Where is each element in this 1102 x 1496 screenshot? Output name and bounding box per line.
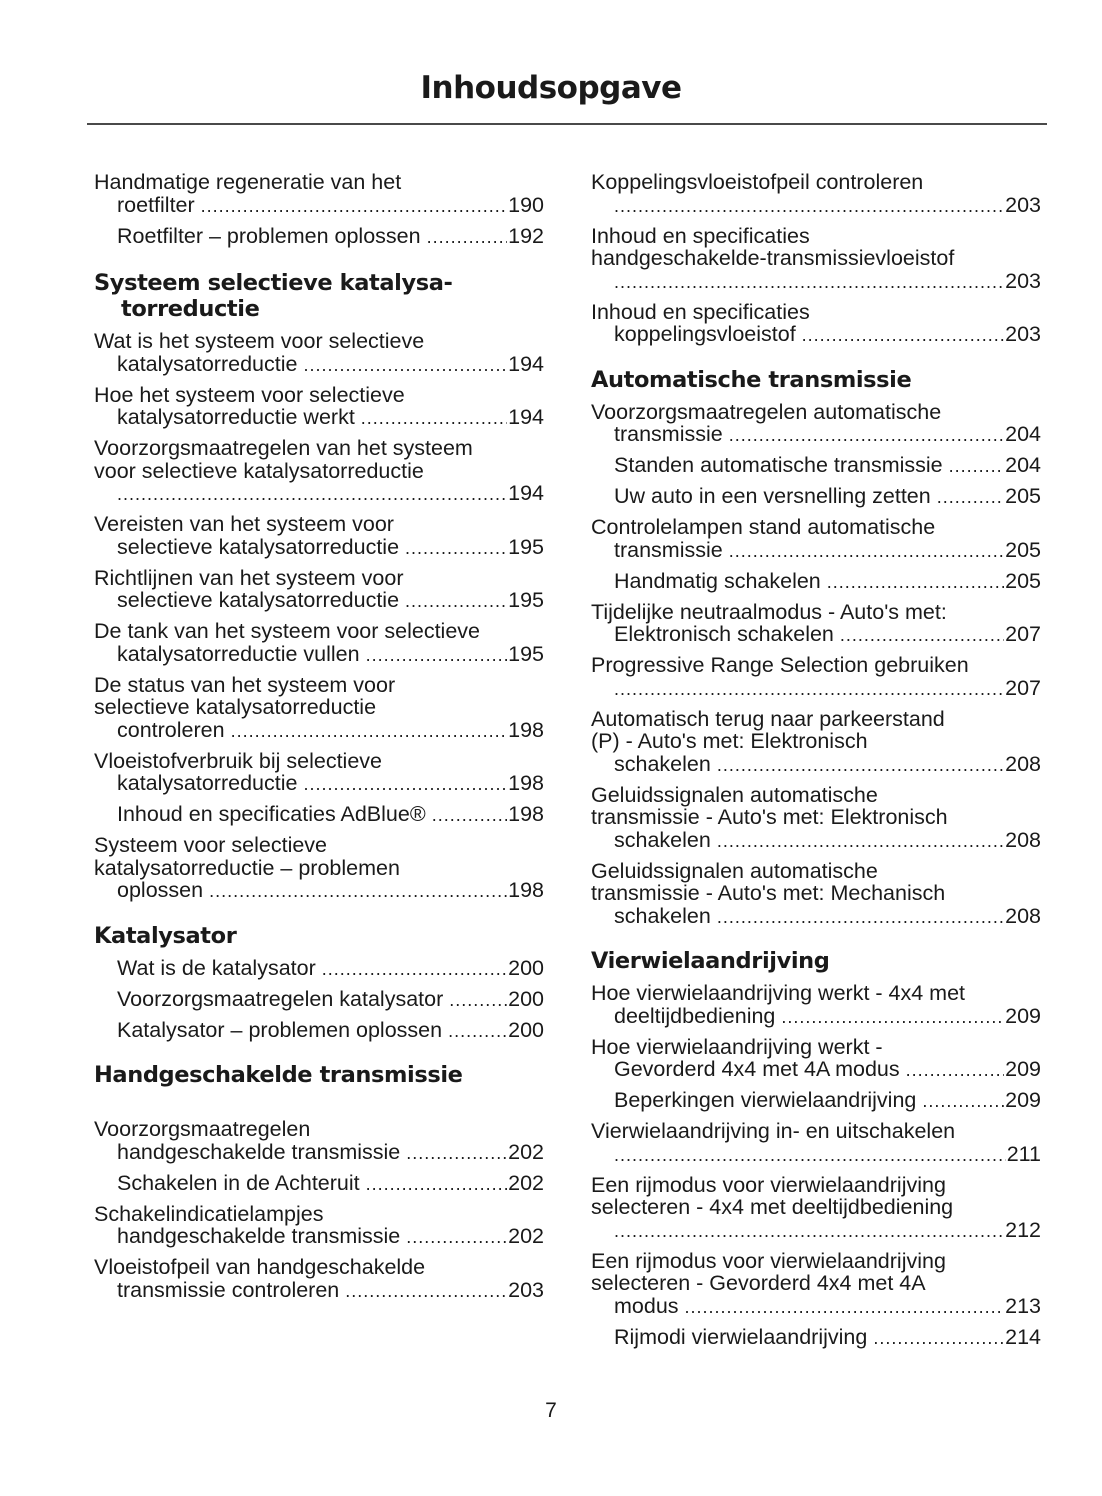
toc-page-number: 209: [1005, 1088, 1041, 1112]
toc-page-number: 205: [1005, 537, 1041, 562]
toc-entry-text: Wat is het systeem voor selectieve: [94, 329, 425, 353]
toc-entry-text: katalysatorreductie werkt: [117, 405, 355, 429]
toc-entry-leader-line: [117, 194, 544, 218]
toc-entry[interactable]: [591, 1174, 1041, 1243]
toc-entry[interactable]: [94, 957, 544, 981]
dot-leader: [729, 424, 1004, 447]
dot-leader: [937, 486, 1004, 509]
toc-column-right: [591, 171, 1041, 1357]
dot-leader: [405, 590, 507, 613]
toc-entry-leader-line: [614, 454, 1041, 478]
toc-entry-text: Schakelindicatielampjes: [94, 1201, 324, 1226]
dot-leader: [449, 989, 507, 1012]
toc-entry-text: transmissie - Auto's met: Elektronisch: [591, 805, 948, 829]
toc-page-number: 211: [1006, 1141, 1041, 1166]
toc-entry-text: katalysatorreductie vullen: [117, 641, 360, 666]
section-heading: Handgeschakelde transmissie: [94, 1062, 463, 1088]
toc-page-number: 200: [508, 986, 544, 1011]
toc-entry-text: modus: [614, 1293, 679, 1318]
toc-entry[interactable]: [94, 171, 544, 217]
toc-page-number: 203: [508, 1277, 544, 1302]
toc-entry-leader-line: [614, 1058, 1041, 1082]
toc-entry-leader-line: [117, 1141, 544, 1165]
toc-entry[interactable]: [591, 301, 1041, 347]
toc-entry-text: schakelen: [614, 751, 711, 776]
toc-entry-text: selecteren - Gevorderd 4x4 met 4A: [591, 1271, 926, 1295]
toc-entry[interactable]: [591, 982, 1041, 1028]
toc-entry-text: transmissie: [614, 537, 723, 562]
toc-entry-text: Controlelampen stand automatische: [591, 515, 936, 539]
toc-page-number: 207: [1005, 622, 1041, 646]
toc-entry-text: selectieve katalysatorreductie: [117, 534, 400, 559]
dot-leader: [209, 880, 507, 903]
toc-page-number: 208: [1005, 827, 1041, 852]
toc-entry-text: koppelingsvloeistof: [614, 322, 796, 346]
toc-entry[interactable]: [94, 384, 544, 430]
toc-entry-text: Schakelen in de Achteruit: [117, 1170, 360, 1195]
toc-entry[interactable]: [94, 437, 544, 506]
dot-leader: [614, 1220, 1004, 1243]
toc-entry-text: Automatisch terug naar parkeerstand: [591, 706, 945, 731]
toc-entry-text: Voorzorgsmaatregelen automatische: [591, 399, 942, 424]
toc-entry[interactable]: [591, 1120, 1041, 1166]
toc-entry-leader-line: [117, 1225, 544, 1249]
toc-entry-text: Voorzorgsmaatregelen van het systeem: [94, 436, 473, 460]
toc-entry[interactable]: [591, 1089, 1041, 1113]
toc-entry[interactable]: [94, 803, 544, 827]
toc-entry-text: schakelen: [614, 903, 711, 928]
dot-leader: [303, 354, 507, 377]
toc-page-number: 202: [508, 1139, 544, 1164]
dot-leader: [322, 958, 507, 981]
toc-entry[interactable]: [591, 654, 1041, 700]
toc-entry-text: Beperkingen vierwielaandrijving: [614, 1088, 917, 1112]
toc-entry-text: transmissie controleren: [117, 1277, 340, 1302]
toc-page-number: 208: [1005, 751, 1041, 776]
toc-page-number: 195: [508, 641, 544, 666]
toc-entry-leader-line: [614, 677, 1041, 701]
toc-entry[interactable]: [94, 1172, 544, 1196]
toc-page-number: 204: [1005, 422, 1041, 446]
page-title: Inhoudsopgave: [420, 70, 682, 106]
toc-entry[interactable]: [94, 750, 544, 796]
dot-leader: [614, 678, 1004, 701]
toc-entry-leader-line: [117, 772, 544, 796]
toc-entry-text: Handmatige regeneratie van het: [94, 170, 402, 194]
toc-entry[interactable]: [94, 567, 544, 613]
toc-column-left: [94, 171, 544, 1310]
toc-entry-leader-line: [614, 753, 1041, 777]
toc-entry-text: katalysatorreductie: [117, 771, 298, 795]
toc-entry-text: oplossen: [117, 878, 204, 902]
toc-entry-text: Een rijmodus voor vierwielaandrijving: [591, 1248, 946, 1273]
toc-page-number: 195: [508, 588, 544, 612]
toc-page-number: 194: [508, 351, 544, 376]
toc-entry-text: Roetfilter – problemen oplossen: [117, 223, 421, 248]
toc-entry-leader-line: [614, 539, 1041, 563]
toc-entry-text: voor selectieve katalysatorreductie: [94, 458, 424, 483]
toc-page-number: 194: [508, 481, 544, 505]
toc-entry-leader-line: [614, 905, 1041, 929]
title-divider: [87, 123, 1047, 125]
toc-entry-text: Systeem voor selectieve: [94, 833, 328, 857]
dot-leader: [361, 407, 507, 430]
toc-entry-text: schakelen: [614, 827, 711, 852]
toc-entry[interactable]: [94, 330, 544, 376]
toc-entry[interactable]: [94, 674, 544, 743]
toc-entry-text: deeltijdbediening: [614, 1003, 776, 1028]
toc-entry-text: Rijmodi vierwielaandrijving: [614, 1324, 868, 1349]
toc-entry-leader-line: [117, 406, 544, 430]
toc-entry[interactable]: [591, 1250, 1041, 1319]
toc-page-number: 190: [508, 192, 544, 217]
toc-entry-text: Richtlijnen van het systeem voor: [94, 565, 404, 590]
toc-entry-text: Katalysator – problemen oplossen: [117, 1017, 443, 1042]
section-heading: Katalysator: [94, 922, 237, 949]
toc-entry[interactable]: [591, 454, 1041, 478]
dot-leader: [906, 1059, 1005, 1082]
toc-entry-text: selectieve katalysatorreductie: [94, 695, 377, 719]
toc-entry-text: Tijdelijke neutraalmodus - Auto's met:: [591, 599, 947, 624]
dot-leader: [614, 195, 1004, 218]
toc-entry-leader-line: [117, 988, 544, 1012]
toc-entry-text: Elektronisch schakelen: [614, 622, 834, 646]
dot-leader: [614, 271, 1004, 294]
dot-leader: [427, 226, 508, 249]
toc-entry-leader-line: [117, 643, 544, 667]
toc-entry-leader-line: [117, 803, 544, 827]
toc-entry-text: handgeschakelde-transmissievloeistof: [591, 246, 955, 270]
toc-entry[interactable]: [591, 860, 1041, 929]
toc-page-number: 195: [508, 534, 544, 559]
toc-entry-text: Geluidssignalen automatische: [591, 858, 878, 883]
dot-leader: [303, 773, 507, 796]
toc-page-number: 205: [1005, 484, 1041, 508]
dot-leader: [405, 537, 507, 560]
toc-entry-text: Voorzorgsmaatregelen katalysator: [117, 986, 444, 1011]
toc-entry-text: Handmatig schakelen: [614, 568, 821, 593]
toc-entry[interactable]: [591, 225, 1041, 294]
toc-entry-text: roetfilter: [117, 192, 195, 217]
toc-entry-text: Vereisten van het systeem voor: [94, 512, 394, 536]
toc-entry-text: Gevorderd 4x4 met 4A modus: [614, 1057, 900, 1081]
toc-entry-text: handgeschakelde transmissie: [117, 1224, 401, 1248]
toc-entry-text: Vierwielaandrijving in- en uitschakelen: [591, 1119, 956, 1143]
toc-entry-leader-line: [117, 957, 544, 981]
toc-entry-leader-line: [117, 225, 544, 249]
toc-entry-text: controleren: [117, 717, 225, 742]
toc-entry[interactable]: [591, 1036, 1041, 1082]
toc-entry-leader-line: [117, 482, 544, 506]
toc-page-number: 200: [508, 955, 544, 980]
dot-leader: [717, 906, 1004, 929]
dot-leader: [432, 804, 507, 827]
toc-entry-leader-line: [117, 879, 544, 903]
toc-entry-text: Standen automatische transmissie: [614, 453, 943, 477]
toc-entry-leader-line: [614, 1005, 1041, 1029]
toc-page-number: 198: [508, 717, 544, 742]
toc-entry-leader-line: [614, 829, 1041, 853]
toc-page-number: 200: [508, 1017, 544, 1042]
toc-entry-text: Voorzorgsmaatregelen: [94, 1117, 311, 1141]
dot-leader: [448, 1020, 507, 1043]
toc-page-number: 198: [508, 878, 544, 902]
toc-entry[interactable]: [591, 516, 1041, 562]
dot-leader: [827, 571, 1004, 594]
toc-entry-text: katalysatorreductie: [117, 351, 298, 376]
toc-page-number: 202: [508, 1170, 544, 1195]
toc-entry-text: Progressive Range Selection gebruiken: [591, 653, 969, 677]
dot-leader: [406, 1142, 507, 1165]
toc-entry-leader-line: [117, 589, 544, 613]
section-heading: Automatische transmissie: [591, 366, 912, 393]
dot-leader: [406, 1226, 507, 1249]
toc-entry[interactable]: [591, 171, 1041, 217]
toc-entry-leader-line: [117, 1019, 544, 1043]
toc-entry-text: De status van het systeem voor: [94, 672, 396, 697]
toc-page-number: 198: [508, 771, 544, 795]
dot-leader: [949, 455, 1004, 478]
toc-entry-text: Inhoud en specificaties AdBlue®: [117, 802, 426, 826]
toc-page-number: 212: [1005, 1217, 1041, 1242]
dot-leader: [366, 1173, 507, 1196]
toc-entry-text: Uw auto in een versnelling zetten: [614, 484, 931, 508]
toc-entry-text: transmissie: [614, 422, 723, 446]
toc-entry-text: Inhoud en specificaties: [591, 299, 810, 324]
dot-leader: [366, 644, 508, 667]
toc-entry[interactable]: [94, 620, 544, 666]
dot-leader: [614, 1144, 1006, 1167]
toc-entry[interactable]: [591, 708, 1041, 777]
toc-entry-text: De tank van het systeem voor selectieve: [94, 619, 480, 643]
toc-page-number: 203: [1005, 192, 1041, 217]
dot-leader: [231, 720, 508, 743]
dot-leader: [685, 1296, 1005, 1319]
toc-entry-text: (P) - Auto's met: Elektronisch: [591, 729, 868, 753]
dot-leader: [922, 1090, 1004, 1113]
toc-page-number: 214: [1005, 1324, 1041, 1349]
toc-entry-text: transmissie - Auto's met: Mechanisch: [591, 881, 946, 905]
toc-entry-leader-line: [614, 1089, 1041, 1113]
toc-entry-text: Vloeistofverbruik bij selectieve: [94, 748, 382, 773]
toc-entry-text: Koppelingsvloeistofpeil controleren: [591, 170, 924, 194]
toc-entry-leader-line: [614, 1143, 1041, 1167]
dot-leader: [201, 195, 507, 218]
toc-entry[interactable]: [591, 401, 1041, 447]
toc-page-number: 202: [508, 1224, 544, 1248]
toc-entry[interactable]: [591, 601, 1041, 647]
toc-entry-leader-line: [614, 623, 1041, 647]
toc-entry[interactable]: [94, 225, 544, 249]
toc-page-number: 205: [1005, 568, 1041, 593]
toc-entry[interactable]: [94, 1256, 544, 1302]
toc-entry[interactable]: [94, 1118, 544, 1164]
toc-entry[interactable]: [94, 513, 544, 559]
toc-entry-leader-line: [614, 194, 1041, 218]
toc-page-number: 213: [1005, 1293, 1041, 1318]
toc-entry-leader-line: [614, 270, 1041, 294]
toc-page-number: 194: [508, 405, 544, 429]
page-number: 7: [545, 1399, 557, 1422]
toc-entry-leader-line: [614, 423, 1041, 447]
toc-page-number: 198: [508, 802, 544, 826]
section-heading: Systeem selectieve katalysa- torreductie: [94, 270, 453, 322]
toc-entry-leader-line: [117, 536, 544, 560]
toc-entry[interactable]: [591, 784, 1041, 853]
dot-leader: [840, 624, 1004, 647]
toc-entry-leader-line: [614, 1295, 1041, 1319]
section-heading: Vierwielaandrijving: [591, 948, 830, 974]
toc-entry-text: katalysatorreductie – problemen: [94, 855, 400, 880]
toc-entry-leader-line: [614, 485, 1041, 509]
toc-entry[interactable]: [591, 1326, 1041, 1350]
toc-entry[interactable]: [591, 485, 1041, 509]
toc-entry-leader-line: [614, 1219, 1041, 1243]
toc-entry[interactable]: [94, 834, 544, 903]
toc-entry-text: selecteren - 4x4 met deeltijdbediening: [591, 1195, 954, 1219]
toc-page-number: 209: [1005, 1057, 1041, 1081]
dot-leader: [781, 1006, 1004, 1029]
toc-entry[interactable]: [94, 1019, 544, 1043]
toc-page-number: 208: [1005, 903, 1041, 928]
toc-page-number: 207: [1005, 675, 1041, 700]
toc-entry-text: Wat is de katalysator: [117, 955, 316, 980]
toc-entry-leader-line: [614, 323, 1041, 347]
toc-entry-text: Hoe vierwielaandrijving werkt - 4x4 met: [591, 981, 966, 1005]
dot-leader: [717, 830, 1004, 853]
toc-entry-text: Hoe vierwielaandrijving werkt -: [591, 1034, 883, 1059]
toc-entry-text: selectieve katalysatorreductie: [117, 588, 400, 612]
toc-entry-leader-line: [614, 1326, 1041, 1350]
toc-entry-text: Een rijmodus voor vierwielaandrijving: [591, 1172, 946, 1197]
toc-page-number: 203: [1005, 322, 1041, 346]
toc-entry[interactable]: [591, 570, 1041, 594]
dot-leader: [873, 1327, 1004, 1350]
toc-entry-text: Inhoud en specificaties: [591, 223, 810, 248]
toc-entry-leader-line: [117, 353, 544, 377]
dot-leader: [717, 754, 1004, 777]
toc-page-number: 209: [1005, 1003, 1041, 1028]
toc-entry-text: Vloeistofpeil van handgeschakelde: [94, 1255, 426, 1279]
toc-entry[interactable]: [94, 988, 544, 1012]
dot-leader: [729, 540, 1004, 563]
toc-entry-leader-line: [614, 570, 1041, 594]
toc-entry[interactable]: [94, 1203, 544, 1249]
toc-entry-leader-line: [117, 1279, 544, 1303]
toc-entry-text: handgeschakelde transmissie: [117, 1139, 401, 1164]
toc-page-number: 192: [508, 223, 544, 248]
toc-entry-text: Hoe het systeem voor selectieve: [94, 382, 405, 407]
toc-entry-text: Geluidssignalen automatische: [591, 782, 878, 807]
toc-entry-leader-line: [117, 1172, 544, 1196]
dot-leader: [117, 483, 507, 506]
toc-entry-leader-line: [117, 719, 544, 743]
dot-leader: [345, 1280, 507, 1303]
dot-leader: [802, 324, 1004, 347]
toc-page-number: 204: [1005, 453, 1041, 477]
toc-page-number: 203: [1005, 268, 1041, 293]
